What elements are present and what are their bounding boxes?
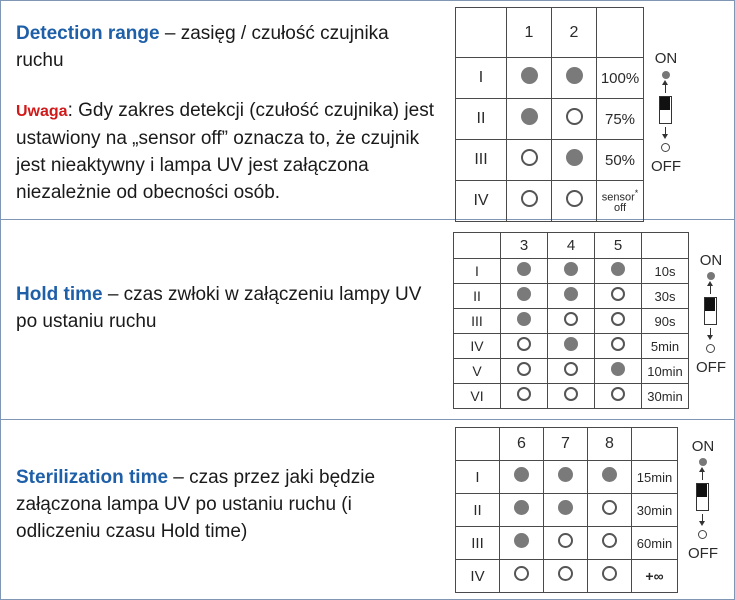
switch-state-off	[544, 527, 588, 560]
off-dot-icon	[558, 566, 573, 581]
row-label: III	[454, 309, 501, 334]
row-label: VI	[454, 384, 501, 409]
header-blank	[632, 428, 678, 461]
switch-knob	[660, 97, 670, 110]
detection-range-desc: – zasięg / czułość czujnika ruchu	[16, 23, 389, 71]
off-dot-icon	[611, 287, 625, 301]
on-dot-icon	[566, 149, 583, 166]
hold-time-table	[453, 232, 689, 409]
switch-state-off	[588, 560, 632, 593]
sensor-off-line2: off	[613, 202, 627, 215]
header-blank	[456, 428, 500, 461]
off-indicator-dot-icon	[698, 530, 707, 539]
row-label: IV	[456, 181, 507, 222]
off-dot-icon	[521, 190, 538, 207]
table-row	[454, 284, 689, 309]
on-dot-icon	[558, 467, 573, 482]
switch-state-off	[501, 334, 548, 359]
table-row	[456, 527, 678, 560]
switch-state-on	[548, 284, 595, 309]
table-row	[454, 384, 689, 409]
detection-range-term: Detection range	[16, 23, 160, 44]
asterisk-mark: *	[634, 187, 639, 198]
off-label: OFF	[688, 545, 718, 562]
switch-state-off	[548, 309, 595, 334]
header-blank	[454, 233, 501, 259]
switch-number: 6	[500, 428, 544, 461]
switch-body	[704, 297, 717, 325]
table-row	[456, 181, 644, 222]
switch-state-off	[507, 181, 552, 222]
switch-body	[696, 483, 709, 511]
setting-value: 50%	[597, 140, 644, 181]
row-label: I	[456, 461, 500, 494]
switch-state-off	[507, 140, 552, 181]
up-arrow-icon	[662, 80, 668, 85]
row-label: IV	[456, 560, 500, 593]
down-arrow-icon	[699, 521, 705, 526]
header-blank	[642, 233, 689, 259]
switch-state-on	[548, 334, 595, 359]
switch-state-off	[548, 359, 595, 384]
off-dot-icon	[602, 500, 617, 515]
row-label: I	[456, 58, 507, 99]
sterilization-time-description	[16, 464, 436, 545]
table-row	[456, 560, 678, 593]
row-label: III	[456, 527, 500, 560]
down-arrow-icon	[662, 134, 668, 139]
on-dot-icon	[564, 337, 578, 351]
off-dot-icon	[566, 108, 583, 125]
table-header-row	[456, 428, 678, 461]
switch-number: 8	[588, 428, 632, 461]
off-dot-icon	[514, 566, 529, 581]
sensor-off-line1: sensor	[601, 191, 635, 204]
on-dot-icon	[517, 287, 531, 301]
on-indicator-dot-icon	[662, 71, 670, 79]
setting-value: 15min	[632, 461, 678, 494]
switch-state-off	[548, 384, 595, 409]
switch-state-off	[595, 334, 642, 359]
table-row	[456, 140, 644, 181]
off-dot-icon	[611, 337, 625, 351]
sterilization-time-table	[455, 427, 678, 593]
row-label: IV	[454, 334, 501, 359]
switch-number: 7	[544, 428, 588, 461]
on-label: ON	[654, 50, 678, 67]
switch-state-on	[544, 461, 588, 494]
switch-state-off	[595, 384, 642, 409]
off-dot-icon	[521, 149, 538, 166]
off-dot-icon	[517, 337, 531, 351]
switch-state-off	[552, 181, 597, 222]
setting-value: 100%	[597, 58, 644, 99]
switch-state-off	[588, 527, 632, 560]
setting-value: 60min	[632, 527, 678, 560]
on-dot-icon	[517, 312, 531, 326]
switch-knob	[697, 484, 707, 497]
switch-state-on	[552, 58, 597, 99]
switch-state-off	[595, 309, 642, 334]
hold-time-description	[16, 281, 436, 335]
off-indicator-dot-icon	[706, 344, 715, 353]
setting-value: +∞	[632, 560, 678, 593]
setting-value-sensor-off	[597, 181, 644, 222]
switch-state-off	[552, 99, 597, 140]
on-dot-icon	[558, 500, 573, 515]
row-label: II	[456, 99, 507, 140]
row-label: II	[456, 494, 500, 527]
on-dot-icon	[514, 533, 529, 548]
switch-state-on	[501, 309, 548, 334]
off-dot-icon	[566, 190, 583, 207]
switch-state-on	[595, 359, 642, 384]
up-arrow-icon	[707, 281, 713, 286]
table-header-row	[456, 8, 644, 58]
switch-number: 1	[507, 8, 552, 58]
off-dot-icon	[517, 387, 531, 401]
switch-state-on	[507, 58, 552, 99]
setting-value: 10min	[642, 359, 689, 384]
row-label: II	[454, 284, 501, 309]
on-dot-icon	[611, 362, 625, 376]
down-arrow-icon	[707, 335, 713, 340]
table-row	[454, 359, 689, 384]
arrow-stem	[702, 471, 703, 480]
sterilization-time-desc: – czas przez jaki będzie załączona lampa UV po ustaniu ruchu (i odliczeniu czasu Hold time)	[16, 467, 376, 542]
switch-state-on	[588, 461, 632, 494]
switch-state-on	[548, 259, 595, 284]
switch-state-off	[501, 384, 548, 409]
off-label: OFF	[696, 359, 726, 376]
switch-number: 5	[595, 233, 642, 259]
dip-switch-icon	[691, 252, 731, 377]
on-dot-icon	[514, 500, 529, 515]
off-dot-icon	[558, 533, 573, 548]
on-dot-icon	[602, 467, 617, 482]
on-indicator-dot-icon	[707, 272, 715, 280]
hold-time-desc: – czas zwłoki w załączeniu lampy UV po ustaniu ruchu	[16, 284, 422, 332]
switch-number: 2	[552, 8, 597, 58]
off-label: OFF	[651, 158, 681, 175]
switch-state-on	[501, 259, 548, 284]
dip-switch-icon	[683, 438, 723, 568]
on-dot-icon	[611, 262, 625, 276]
on-dot-icon	[517, 262, 531, 276]
hold-time-term: Hold time	[16, 284, 103, 305]
note-text: : Gdy zakres detekcji (czułość czujnika) jest ustawiony na „sensor off” oznacza to, że czujnik jest nieaktywny i lampa UV jest załączona niezależnie od obecności osób.	[16, 100, 434, 203]
off-dot-icon	[564, 387, 578, 401]
row-label: V	[454, 359, 501, 384]
table-row	[456, 494, 678, 527]
off-dot-icon	[611, 312, 625, 326]
switch-state-off	[588, 494, 632, 527]
table-row	[456, 99, 644, 140]
off-indicator-dot-icon	[661, 143, 670, 152]
on-dot-icon	[521, 108, 538, 125]
switch-state-off	[544, 560, 588, 593]
table-row	[456, 58, 644, 99]
row-label: III	[456, 140, 507, 181]
on-label: ON	[699, 252, 723, 269]
arrow-stem	[665, 84, 666, 93]
switch-state-on	[552, 140, 597, 181]
switch-state-on	[500, 527, 544, 560]
switch-state-on	[595, 259, 642, 284]
switch-state-on	[501, 284, 548, 309]
table-row	[456, 461, 678, 494]
table-header-row	[454, 233, 689, 259]
off-dot-icon	[611, 387, 625, 401]
on-dot-icon	[514, 467, 529, 482]
sterilization-time-term: Sterilization time	[16, 467, 169, 488]
row-label: I	[454, 259, 501, 284]
on-dot-icon	[564, 262, 578, 276]
setting-value: 75%	[597, 99, 644, 140]
switch-knob	[705, 298, 715, 311]
setting-value: 30s	[642, 284, 689, 309]
off-dot-icon	[564, 362, 578, 376]
setting-value: 30min	[642, 384, 689, 409]
note-label: Uwaga	[16, 103, 68, 120]
detection-range-table	[455, 7, 644, 222]
on-dot-icon	[564, 287, 578, 301]
off-dot-icon	[602, 566, 617, 581]
off-dot-icon	[517, 362, 531, 376]
on-indicator-dot-icon	[699, 458, 707, 466]
table-row	[454, 334, 689, 359]
detection-range-note	[16, 97, 436, 206]
switch-state-off	[500, 560, 544, 593]
switch-state-on	[544, 494, 588, 527]
setting-value: 10s	[642, 259, 689, 284]
detection-range-description	[16, 20, 436, 74]
section-divider	[1, 419, 734, 420]
switch-state-on	[500, 494, 544, 527]
arrow-stem	[710, 285, 711, 294]
off-dot-icon	[564, 312, 578, 326]
table-row	[454, 309, 689, 334]
header-blank	[597, 8, 644, 58]
switch-body	[659, 96, 672, 124]
on-dot-icon	[521, 67, 538, 84]
setting-value: 5min	[642, 334, 689, 359]
switch-state-off	[501, 359, 548, 384]
switch-number: 4	[548, 233, 595, 259]
table-row	[454, 259, 689, 284]
switch-state-on	[500, 461, 544, 494]
dip-switch-icon	[646, 50, 686, 180]
up-arrow-icon	[699, 467, 705, 472]
on-label: ON	[691, 438, 715, 455]
setting-value: 90s	[642, 309, 689, 334]
switch-number: 3	[501, 233, 548, 259]
setting-value: 30min	[632, 494, 678, 527]
on-dot-icon	[566, 67, 583, 84]
switch-state-on	[507, 99, 552, 140]
header-blank	[456, 8, 507, 58]
off-dot-icon	[602, 533, 617, 548]
switch-state-off	[595, 284, 642, 309]
